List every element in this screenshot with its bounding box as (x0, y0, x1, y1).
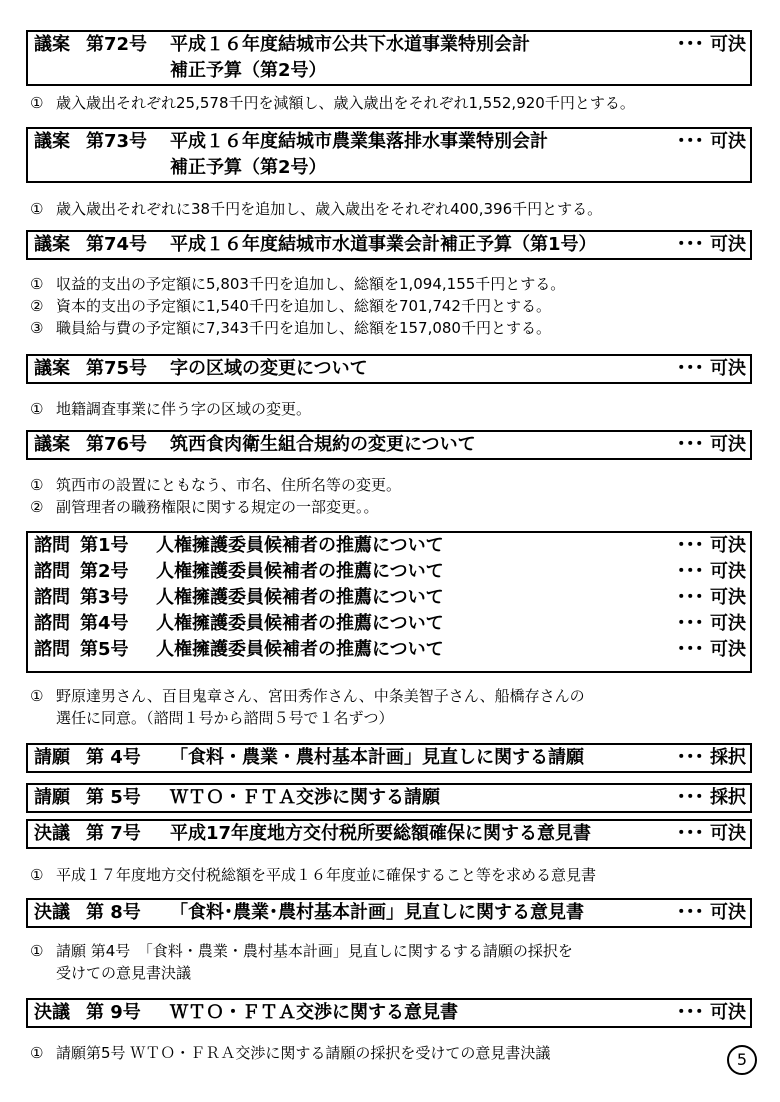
note-line (30, 474, 750, 496)
item-header (28, 585, 750, 611)
note-text: 資本的支出の予定額に1,540千円を追加し、総額を701,742千円とする。 (56, 297, 551, 315)
item-number: 第3号 (80, 587, 129, 608)
note-text: 収益的支出の予定額に5,803千円を追加し、総額を1,094,155千円とする。 (56, 275, 566, 293)
item-box-gian-75 (26, 354, 752, 384)
item-notes (30, 198, 750, 220)
item-type: 議案 (34, 434, 70, 455)
item-box-ketsugi-8 (26, 898, 752, 928)
item-type: 議案 (34, 34, 70, 55)
item-number: 第5号 (80, 639, 129, 660)
item-result: ･･･ 可決 (676, 434, 746, 455)
item-title: 平成17年度地方交付税所要総額確保に関する意見書 (170, 823, 592, 844)
note-line (30, 398, 750, 420)
item-number: 第72号 (86, 34, 148, 55)
item-header (28, 356, 750, 382)
note-marker: ① (30, 687, 44, 705)
item-type: 議案 (34, 234, 70, 255)
item-result: ･･･ 採択 (676, 787, 746, 808)
note-text: 請願第5号 ＷＴＯ・ＦＲＡ交渉に関する請願の採択を受けての意見書決議 (56, 1044, 551, 1062)
note-marker: ① (30, 866, 44, 884)
item-notes (30, 273, 750, 339)
item-title: 平成１６年度結城市水道事業会計補正予算（第1号） (170, 234, 597, 255)
item-type: 決議 (34, 902, 70, 923)
note-marker: ① (30, 94, 44, 112)
item-box-seigan-5 (26, 783, 752, 813)
note-text: 平成１７年度地方交付税総額を平成１６年度並に確保すること等を求める意見書 (56, 866, 597, 884)
item-box-seigan-4 (26, 743, 752, 773)
item-title: 筑西食肉衛生組合規約の変更について (170, 434, 476, 455)
note-text-continued: 選任に同意。（諮問１号から諮問５号で１名ずつ） (56, 709, 394, 727)
item-title: 平成１６年度結城市公共下水道事業特別会計 (170, 34, 530, 55)
item-number: 第 9号 (86, 1002, 141, 1023)
note-line (30, 864, 750, 886)
item-header (28, 432, 750, 458)
item-number: 第2号 (80, 561, 129, 582)
item-notes (30, 864, 750, 886)
note-marker: ① (30, 275, 44, 293)
item-result: ･･･ 可決 (676, 613, 746, 634)
item-number: 第74号 (86, 234, 148, 255)
item-result: ･･･ 可決 (676, 358, 746, 379)
item-type: 議案 (34, 358, 70, 379)
item-number: 第 7号 (86, 823, 141, 844)
item-type: 決議 (34, 1002, 70, 1023)
note-line (30, 92, 750, 114)
item-type: 請願 (34, 747, 70, 768)
note-marker: ① (30, 200, 44, 218)
item-title-line2: 補正予算（第2号） (170, 60, 327, 81)
item-title: 字の区域の変更について (170, 358, 368, 379)
item-box-shimon-group (26, 531, 752, 673)
item-title: ＷＴＯ・ＦＴＡ交渉に関する意見書 (170, 1002, 458, 1023)
item-title: 人権擁護委員候補者の推薦について (156, 639, 444, 660)
item-box-gian-72 (26, 30, 752, 86)
item-type: 決議 (34, 823, 70, 844)
item-notes (30, 1042, 750, 1064)
item-header (28, 637, 750, 663)
item-title: 「食料･農業･農村基本計画」見直しに関する意見書 (170, 902, 584, 923)
item-number: 第 4号 (86, 747, 141, 768)
note-marker: ③ (30, 319, 44, 337)
note-text: 副管理者の職務権限に関する規定の一部変更。。 (56, 498, 379, 516)
item-result: ･･･ 可決 (676, 1002, 746, 1023)
item-header (28, 129, 750, 155)
note-line (30, 940, 750, 984)
item-type: 請願 (34, 787, 70, 808)
item-box-ketsugi-7 (26, 819, 752, 849)
item-number: 第 5号 (86, 787, 141, 808)
note-marker: ② (30, 498, 44, 516)
note-text: 歳入歳出それぞれ25,578千円を減額し、歳入歳出をそれぞれ1,552,920千円とする。 (56, 94, 635, 112)
note-text: 請願 第4号 「食料・農業・農村基本計画」見直しに関するする請願の採択を (56, 942, 573, 960)
item-notes (30, 940, 750, 984)
note-marker: ① (30, 1044, 44, 1062)
item-result: ･･･ 可決 (676, 535, 746, 556)
item-notes (30, 685, 750, 729)
item-box-gian-74 (26, 230, 752, 260)
item-header (28, 32, 750, 58)
item-result: ･･･ 可決 (676, 902, 746, 923)
item-number: 第1号 (80, 535, 129, 556)
note-text: 職員給与費の予定額に7,343千円を追加し、総額を157,080千円とする。 (56, 319, 551, 337)
item-title: 「食料・農業・農村基本計画」見直しに関する請願 (170, 747, 584, 768)
item-title: 平成１６年度結城市農業集落排水事業特別会計 (170, 131, 548, 152)
item-title: 人権擁護委員候補者の推薦について (156, 613, 444, 634)
item-result: ･･･ 可決 (676, 823, 746, 844)
note-marker: ② (30, 297, 44, 315)
note-text-continued: 受けての意見書決議 (56, 964, 192, 982)
item-header (28, 1000, 750, 1026)
item-number: 第75号 (86, 358, 148, 379)
item-number: 第73号 (86, 131, 148, 152)
item-result: ･･･ 可決 (676, 34, 746, 55)
note-text: 地籍調査事業に伴う字の区域の変更。 (56, 400, 312, 418)
note-text: 筑西市の設置にともなう、市名、住所名等の変更。 (56, 476, 402, 494)
item-number: 第 8号 (86, 902, 141, 923)
item-title: 人権擁護委員候補者の推薦について (156, 535, 444, 556)
item-result: ･･･ 可決 (676, 587, 746, 608)
note-line (30, 198, 750, 220)
item-title: 人権擁護委員候補者の推薦について (156, 561, 444, 582)
item-header (28, 900, 750, 926)
item-header (28, 785, 750, 811)
item-title: ＷＴＯ・ＦＴＡ交渉に関する請願 (170, 787, 440, 808)
item-header (28, 821, 750, 847)
item-header (28, 232, 750, 258)
item-title: 人権擁護委員候補者の推薦について (156, 587, 444, 608)
item-header (28, 559, 750, 585)
note-text: 野原達男さん、百目鬼章さん、宮田秀作さん、中条美智子さん、船橋存さんの (56, 687, 585, 705)
note-text: 歳入歳出それぞれに38千円を追加し、歳入歳出をそれぞれ400,396千円とする。 (56, 200, 603, 218)
note-line (30, 273, 750, 295)
note-line (30, 317, 750, 339)
item-header-line2 (28, 155, 750, 181)
item-box-ketsugi-9 (26, 998, 752, 1028)
note-marker: ① (30, 942, 44, 960)
item-notes (30, 92, 750, 114)
item-header-line2 (28, 58, 750, 84)
note-line (30, 1042, 750, 1064)
item-number: 第76号 (86, 434, 148, 455)
item-notes (30, 474, 750, 518)
item-result: ･･･ 可決 (676, 131, 746, 152)
item-header (28, 533, 750, 559)
item-title-line2: 補正予算（第2号） (170, 157, 327, 178)
item-result: ･･･ 採択 (676, 747, 746, 768)
item-number: 第4号 (80, 613, 129, 634)
item-type: 議案 (34, 131, 70, 152)
note-marker: ① (30, 400, 44, 418)
item-notes (30, 398, 750, 420)
item-type: 諮問 (34, 639, 70, 660)
item-type: 諮問 (34, 587, 70, 608)
note-line (30, 295, 750, 317)
item-result: ･･･ 可決 (676, 639, 746, 660)
item-header (28, 611, 750, 637)
item-type: 諮問 (34, 561, 70, 582)
note-marker: ① (30, 476, 44, 494)
page-number: 5 (727, 1045, 757, 1075)
item-box-gian-73 (26, 127, 752, 183)
item-result: ･･･ 可決 (676, 561, 746, 582)
item-box-gian-76 (26, 430, 752, 460)
item-type: 諮問 (34, 613, 70, 634)
note-line (30, 496, 750, 518)
item-result: ･･･ 可決 (676, 234, 746, 255)
item-type: 諮問 (34, 535, 70, 556)
note-line (30, 685, 750, 729)
item-header (28, 745, 750, 771)
